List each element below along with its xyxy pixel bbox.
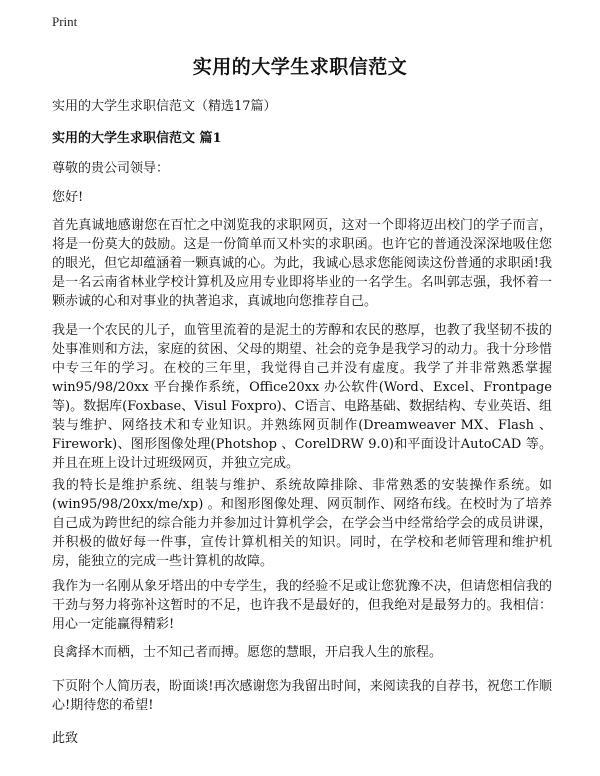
paragraph-skills: 我的特长是维护系统、组装与维护、系统故障排除、非常熟悉的安装操作系统。如(win95/98/20xx/me/xp) 。和图形图像处理、网页制作、网络布线。在校时为了培养自己成为跨世纪的综合能力并参加过计算机学会，在学会当中经常给学会的成员讲课，并积极的做好每一件事，宣传计算机相关的知识。同时，在学校和老师管理和维护机房，能独立的完成一些计算机的故障。: [52, 478, 552, 569]
document-subtitle: 实用的大学生求职信范文（精选17篇）: [52, 99, 277, 114]
paragraph-closing-note: 下页附个人简历表，盼面谈!再次感谢您为我留出时间，来阅读我的自荐书，祝您工作顺心!期待您的希望!: [52, 679, 552, 713]
paragraph-background: 我是一个农民的儿子，血管里流着的是泥土的芳醇和农民的憨厚，也教了我坚韧不拔的处事准则和方法，家庭的贫困、父母的期望、社会的竞争是我学习的动力。我十分珍惜中专三年的学习。在校的三年里，我觉得自己并没有虚度。我学了并非常熟悉掌握win95/98/20xx 平台操作系统，Office20xx 办公软件(Word、Excel、Frontpage等)。数据库(Foxbase、Visul Foxpro)、C语言、电路基础、数据结构、专业英语、组装与维护、网络技术和专业知识。并熟练网页制作(Dreamweaver MX、Flash 、Firework)、图形图像处理(Photshop 、CorelDRW 9.0)和平面设计AutoCAD 等。并且在班上设计过班级网页，并独立完成。: [52, 323, 552, 471]
salutation: 尊敬的贵公司领导：: [52, 161, 170, 176]
paragraph-commitment: 我作为一名刚从象牙塔出的中专学生，我的经验不足或让您犹豫不决，但请您相信我的干劲与努力将弥补这暂时的不足，也许我不是最好的，但我绝对是最努力的。我相信：用心一定能赢得精彩!: [52, 579, 552, 632]
paragraph-proverb: 良禽择木而栖，士不知己者而搏。愿您的慧眼，开启我人生的旅程。: [52, 645, 443, 660]
page-title: 实用的大学生求职信范文: [192, 56, 408, 78]
paragraph-intro: 首先真诚地感谢您在百忙之中浏览我的求职网页，这对一个即将迈出校门的学子而言，将是一份莫大的鼓励。这是一份简单而又朴实的求职函。也许它的普通没深深地吸住您的眼光，但它却蕴涵着一颗真诚的心。为此，我诚心恳求您能阅读这份普通的求职函!我是一名云南省林业学校计算机及应用专业即将毕业的一名学生。名叫郭志强，我怀着一颗赤诚的心和对事业的执著追求，真诚地向您推荐自己。: [52, 218, 552, 309]
closing-phrase: 此致: [52, 731, 79, 746]
section-heading: 实用的大学生求职信范文 篇1: [52, 131, 222, 146]
greeting: 您好!: [52, 190, 84, 205]
print-link[interactable]: Print: [52, 14, 78, 29]
